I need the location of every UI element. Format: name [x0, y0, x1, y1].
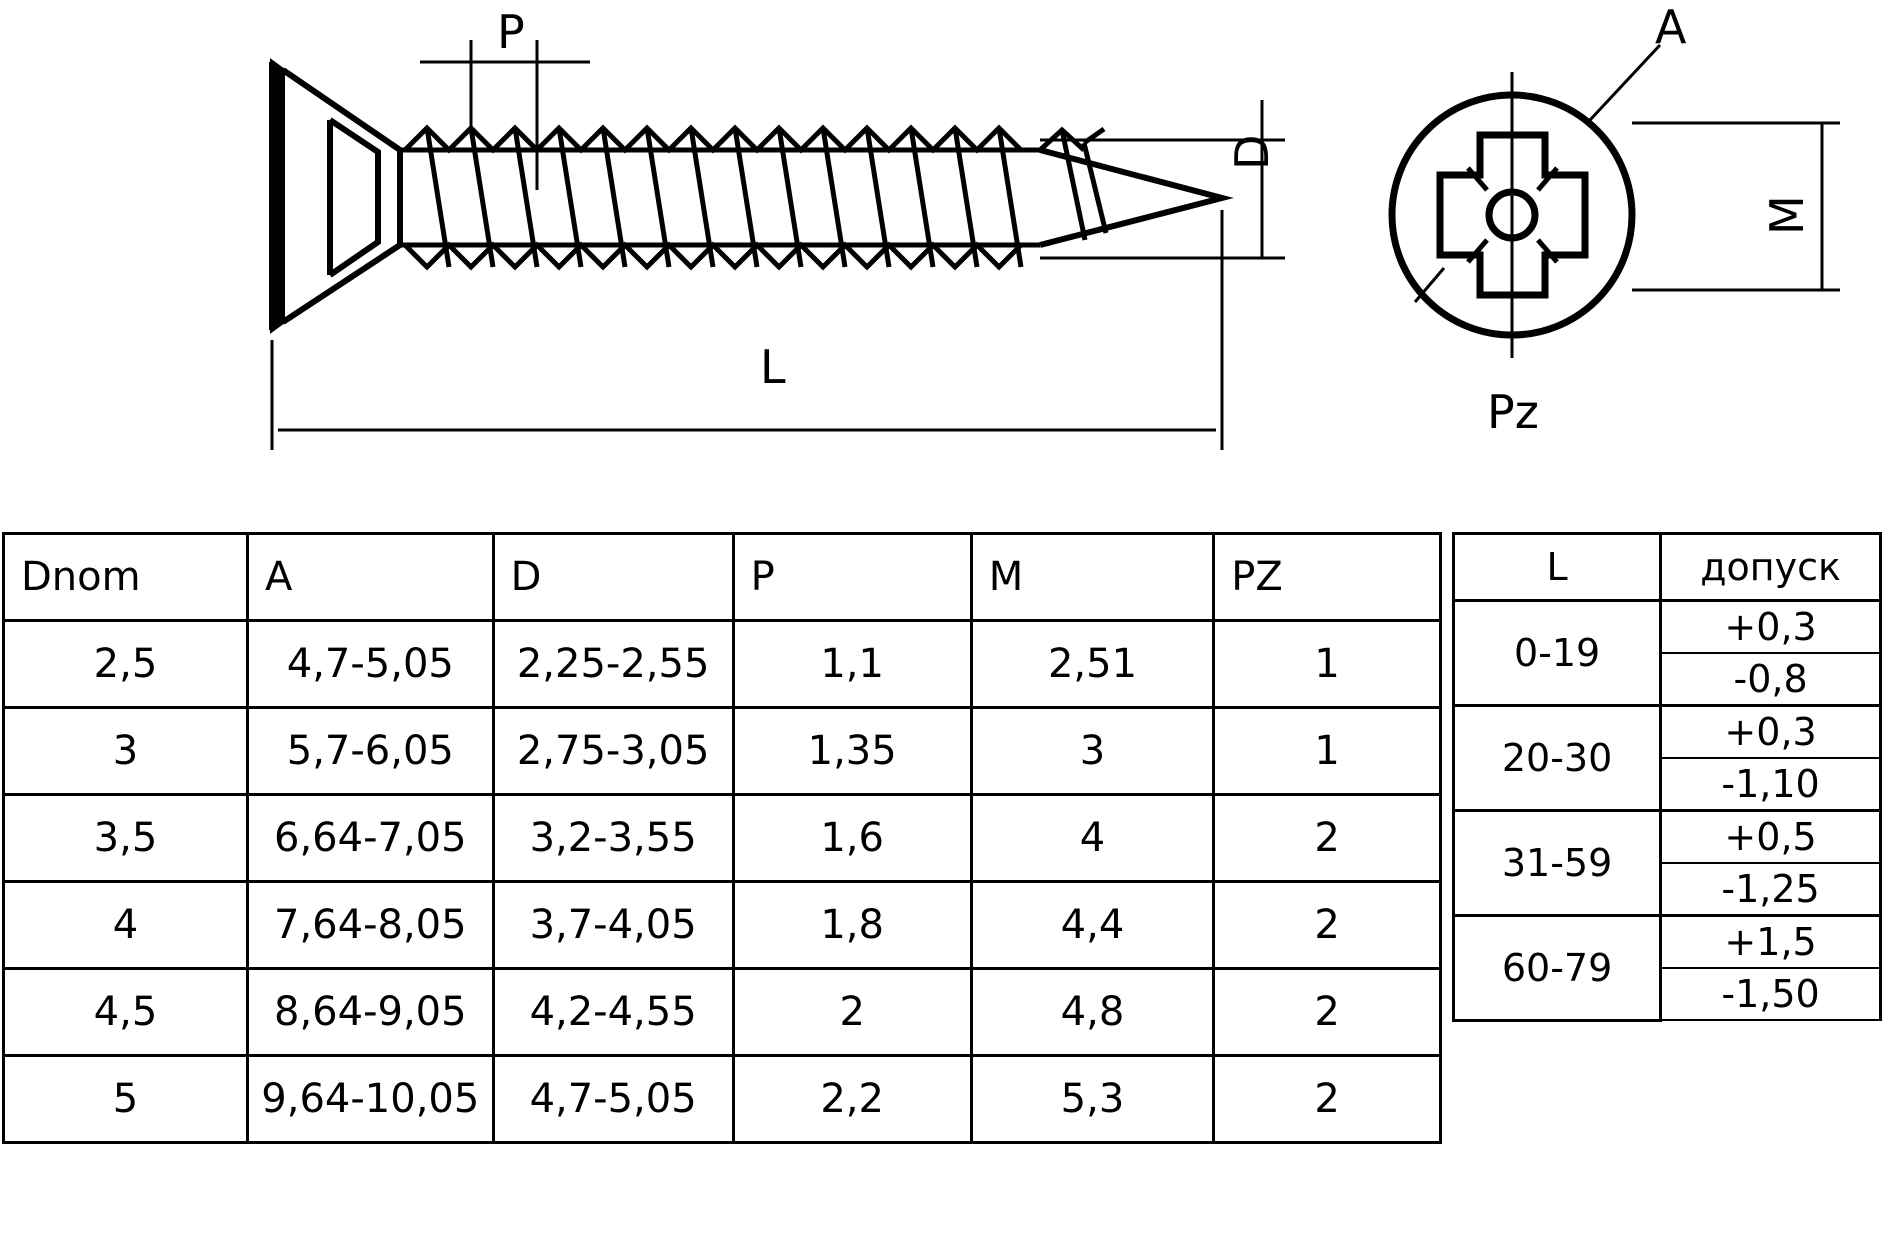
cell-dnom: 2,5	[4, 621, 248, 708]
label-A: A	[1655, 0, 1687, 54]
cell-m: 4,4	[971, 882, 1214, 969]
cell-dnom: 5	[4, 1056, 248, 1143]
label-L: L	[760, 340, 786, 394]
cell-m: 3	[971, 708, 1214, 795]
cell-p: 2,2	[733, 1056, 971, 1143]
cell-a: 9,64-10,05	[247, 1056, 493, 1143]
tolerance-header-row	[1454, 534, 1881, 601]
col-header-dnom: Dnom	[4, 534, 248, 621]
label-Pz: Pz	[1487, 385, 1539, 439]
cell-length-range: 20-30	[1454, 706, 1661, 811]
cell-pz: 2	[1214, 882, 1441, 969]
cell-a: 5,7-6,05	[247, 708, 493, 795]
cell-m: 2,51	[971, 621, 1214, 708]
cell-p: 2	[733, 969, 971, 1056]
cell-tolerance-plus: +0,3	[1661, 601, 1881, 654]
cell-pz: 2	[1214, 969, 1441, 1056]
table-header-row	[4, 534, 1441, 621]
label-D: D	[1225, 134, 1279, 170]
label-P: P	[497, 5, 525, 59]
cell-a: 6,64-7,05	[247, 795, 493, 882]
cell-m: 4	[971, 795, 1214, 882]
cell-d: 3,7-4,05	[493, 882, 733, 969]
tolerance-table	[1452, 532, 1882, 1022]
cell-pz: 2	[1214, 795, 1441, 882]
col-header-tolerance: допуск	[1661, 534, 1881, 601]
cell-d: 2,75-3,05	[493, 708, 733, 795]
tolerance-row	[1454, 706, 1881, 759]
cell-pz: 2	[1214, 1056, 1441, 1143]
cell-p: 1,8	[733, 882, 971, 969]
table-row	[4, 882, 1441, 969]
table-row	[4, 708, 1441, 795]
cell-tolerance-plus: +0,3	[1661, 706, 1881, 759]
cell-m: 4,8	[971, 969, 1214, 1056]
cell-dnom: 3	[4, 708, 248, 795]
col-header-d: D	[493, 534, 733, 621]
cell-d: 4,7-5,05	[493, 1056, 733, 1143]
tolerance-row	[1454, 811, 1881, 864]
cell-length-range: 31-59	[1454, 811, 1661, 916]
cell-dnom: 4	[4, 882, 248, 969]
col-header-a: A	[247, 534, 493, 621]
cell-tolerance-minus: -1,10	[1661, 758, 1881, 811]
cell-tolerance-minus: -1,50	[1661, 968, 1881, 1020]
cell-length-range: 0-19	[1454, 601, 1661, 706]
col-header-p: P	[733, 534, 971, 621]
cell-m: 5,3	[971, 1056, 1214, 1143]
cell-p: 1,1	[733, 621, 971, 708]
cell-d: 4,2-4,55	[493, 969, 733, 1056]
table-row	[4, 969, 1441, 1056]
cell-a: 7,64-8,05	[247, 882, 493, 969]
tolerance-row	[1454, 916, 1881, 969]
cell-d: 2,25-2,55	[493, 621, 733, 708]
table-row	[4, 1056, 1441, 1143]
dimensions-table	[2, 532, 1442, 1144]
cell-p: 1,6	[733, 795, 971, 882]
cell-tolerance-plus: +1,5	[1661, 916, 1881, 969]
cell-p: 1,35	[733, 708, 971, 795]
col-header-m: M	[971, 534, 1214, 621]
cell-d: 3,2-3,55	[493, 795, 733, 882]
col-header-length: L	[1454, 534, 1661, 601]
cell-pz: 1	[1214, 708, 1441, 795]
col-header-pz: PZ	[1214, 534, 1441, 621]
table-row	[4, 621, 1441, 708]
label-M: M	[1760, 195, 1814, 235]
cell-length-range: 60-79	[1454, 916, 1661, 1021]
cell-tolerance-plus: +0,5	[1661, 811, 1881, 864]
cell-a: 4,7-5,05	[247, 621, 493, 708]
cell-tolerance-minus: -0,8	[1661, 653, 1881, 706]
table-row	[4, 795, 1441, 882]
screw-drawing	[0, 0, 1894, 520]
cell-dnom: 3,5	[4, 795, 248, 882]
tolerance-row	[1454, 601, 1881, 654]
cell-pz: 1	[1214, 621, 1441, 708]
cell-dnom: 4,5	[4, 969, 248, 1056]
cell-a: 8,64-9,05	[247, 969, 493, 1056]
cell-tolerance-minus: -1,25	[1661, 863, 1881, 916]
